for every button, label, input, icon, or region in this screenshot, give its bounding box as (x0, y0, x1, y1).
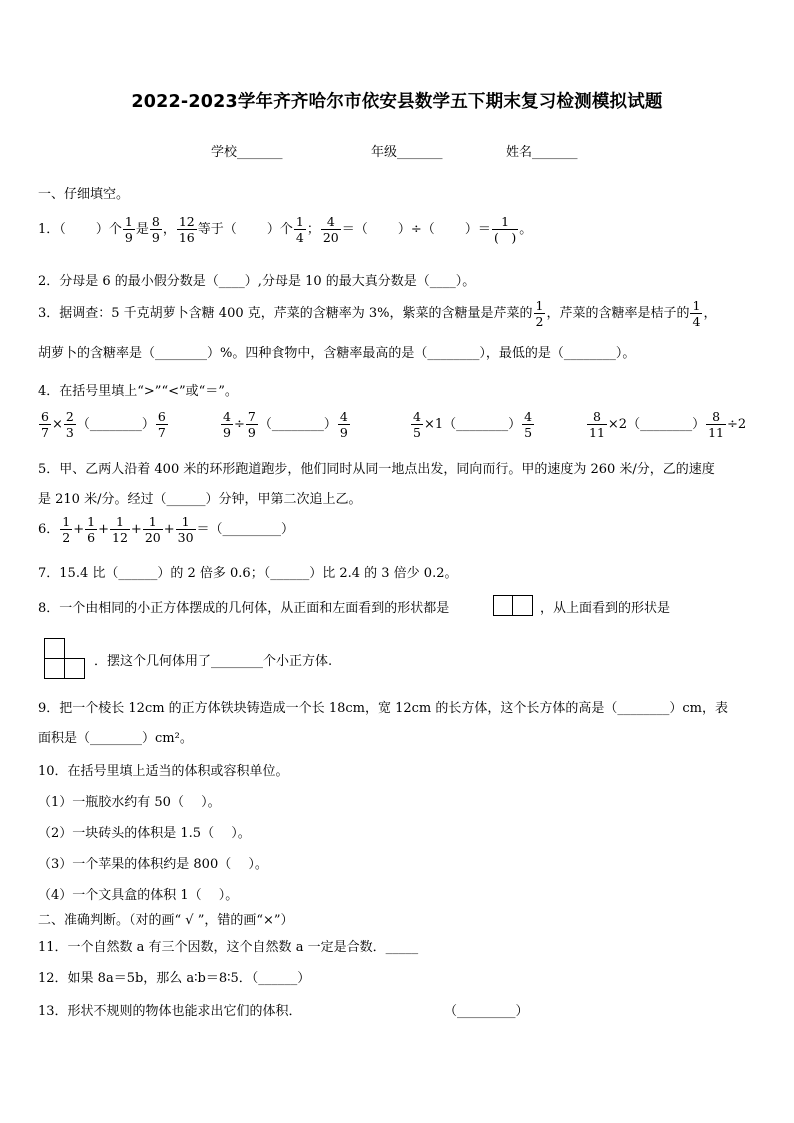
question-9-line-2: 面积是（________）cm²。 (38, 731, 193, 746)
q1-text-7: 。 (519, 222, 533, 237)
q1-text-6: ＝（ ）÷（ ）＝ (341, 222, 491, 237)
question-6: 6． $\frac{1}{2}$ + $\frac{1}{6}$ + $\frac{1}{12}$ + $\frac{1}{20}$ + $\frac{1}{30}$ ＝（_________） (38, 514, 295, 545)
fraction: $\frac{12}{16}$ (178, 214, 195, 245)
grade-field[interactable]: 年级_______ (371, 145, 443, 160)
list-item: （2）一块砖头的体积是 1.5（ ）。 (38, 826, 251, 841)
answer-blank[interactable]: （________） (627, 417, 706, 432)
fraction: $\frac{1}{20}$ (144, 514, 161, 545)
school-field[interactable]: 学校_______ (211, 145, 283, 160)
question-8-text-2: ，从上面看到的形状是 (540, 601, 671, 616)
fraction: $\frac{8}{11}$ (589, 409, 605, 440)
question-12: 12．如果 8a＝5b，那么 a∶b＝8∶5．（______） (38, 971, 311, 986)
front-view-two-squares-figure (493, 595, 533, 616)
answer-blank[interactable]: （________） (76, 417, 155, 432)
fraction: $\frac{1}{6}$ (87, 514, 96, 545)
fraction: $\frac{1}{12}$ (112, 514, 128, 545)
fraction: $\frac{4}{20}$ (322, 214, 339, 245)
question-9: 9．把一个棱长 12cm 的正方体铁块铸造成一个长 18cm，宽 12cm 的长方体，这个长方体的高是（________）cm，表 (38, 701, 728, 716)
comparison-item: $\frac{8}{11}$ ×2（________） $\frac{8}{11}$ ÷2 (589, 409, 747, 440)
fraction: $\frac{4}{9}$ (339, 409, 348, 440)
comparison-item: $\frac{4}{5}$ ×1（________） $\frac{4}{5}$ (413, 409, 533, 440)
fraction: $\frac{1}{4}$ (295, 214, 304, 245)
question-5: 5．甲、乙两人沿着 400 米的环形跑道跑步，他们同时从同一地点出发，同向而行。甲的速度为 260 米/分，乙的速度 (38, 462, 715, 477)
q1-text-3: ， (162, 222, 176, 237)
answer-blank[interactable]: ＝（_________） (196, 522, 295, 537)
fraction: $\frac{1}{2}$ (535, 298, 544, 329)
list-item: （1）一瓶胶水约有 50（ ）。 (38, 795, 221, 810)
question-8-text-3: ．摆这个几何体用了________个小正方体. (94, 654, 333, 669)
question-2: 2．分母是 6 的最小假分数是（____）,分母是 10 的最大真分数是（____）。 (38, 274, 476, 289)
question-13: 13．形状不规则的物体也能求出它们的体积． (38, 1004, 302, 1019)
fraction: $\frac{1}{( )}$ (493, 214, 517, 245)
page-title: 2022-2023学年齐齐哈尔市依安县数学五下期末复习检测模拟试题 (131, 92, 663, 112)
q1-text-2: 是 (135, 222, 149, 237)
section-heading-true-false: 二、准确判断。（对的画“ √ ”，错的画“×”） (38, 913, 294, 928)
answer-blank[interactable]: （________） (443, 417, 522, 432)
question-1 (38, 214, 532, 245)
fraction: $\frac{8}{11}$ (708, 409, 724, 440)
q1-text-5: ； (306, 222, 320, 237)
name-field[interactable]: 姓名_______ (506, 145, 578, 160)
fraction: $\frac{2}{3}$ (65, 409, 74, 440)
question-5-line-2: 是 210 米/分。经过（______）分钟，甲第二次追上乙。 (38, 492, 362, 507)
top-view-l-shape-figure (44, 638, 86, 680)
question-11: 11．一个自然数 a 有三个因数，这个自然数 a 一定是合数．_____ (38, 940, 419, 955)
fraction: $\frac{4}{5}$ (524, 409, 533, 440)
fraction: $\frac{1}{30}$ (177, 514, 194, 545)
fraction: $\frac{6}{7}$ (157, 409, 166, 440)
comparison-item: $\frac{6}{7}$ × $\frac{2}{3}$ （________） $\frac{6}{7}$ (41, 409, 166, 440)
question-8: 8．一个由相同的小正方体摆成的几何体，从正面和左面看到的形状都是 (38, 601, 450, 616)
fraction: $\frac{1}{2}$ (62, 514, 71, 545)
fraction: $\frac{4}{5}$ (413, 409, 421, 440)
question-4: 4．在括号里填上“>”“<”或“＝”。 (38, 384, 238, 399)
comparison-item: $\frac{4}{9}$ ÷ $\frac{7}{9}$ （________） $\frac{4}{9}$ (223, 409, 348, 440)
q3-text-1: 3．据调查：5 千克胡萝卜含糖 400 克，芹菜的含糖率为 3%，紫菜的含糖量是芹菜的 (38, 306, 533, 321)
answer-blank[interactable]: （_________） (444, 1004, 529, 1019)
question-7: 7．15.4 比（______）的 2 倍多 0.6；（______）比 2.4 的 3 倍少 0.2。 (38, 566, 458, 581)
fraction: $\frac{7}{9}$ (247, 409, 256, 440)
list-item: （3）一个苹果的体积约是 800（ ）。 (38, 857, 268, 872)
q3-text-3: ， (703, 306, 717, 321)
fraction: $\frac{4}{9}$ (223, 409, 231, 440)
q1-text-1: 1．（ ）个 (38, 222, 122, 237)
q3-text-2: ，芹菜的含糖率是桔子的 (546, 306, 690, 321)
question-3-line-2: 胡萝卜的含糖率是（________）%。四种食物中，含糖率最高的是（________），最低的是（________）。 (38, 346, 636, 361)
q1-text-4: 等于（ ）个 (197, 222, 293, 237)
question-10: 10．在括号里填上适当的体积或容积单位。 (38, 764, 289, 779)
fraction: $\frac{1}{4}$ (692, 298, 701, 329)
fraction: $\frac{8}{9}$ (151, 214, 160, 245)
fraction: $\frac{6}{7}$ (41, 409, 49, 440)
section-heading-fill-blanks: 一、仔细填空。 (38, 187, 130, 202)
list-item: （4）一个文具盒的体积 1（ ）。 (38, 888, 239, 903)
question-3 (38, 298, 716, 329)
fraction: $\frac{1}{9}$ (124, 214, 133, 245)
answer-blank[interactable]: （________） (258, 417, 337, 432)
